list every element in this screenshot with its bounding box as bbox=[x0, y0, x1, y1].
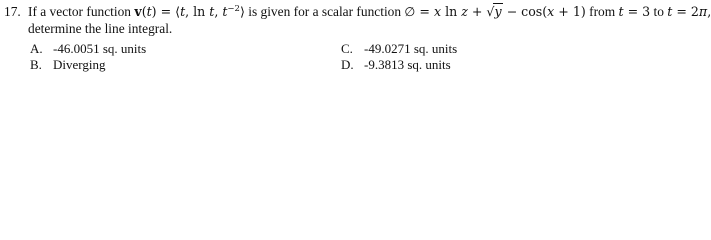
lower-limit-formula: t = 3 bbox=[618, 4, 651, 19]
option-a-text: -46.0051 sq. units bbox=[53, 41, 147, 56]
option-c[interactable] bbox=[341, 41, 457, 57]
option-d[interactable] bbox=[341, 57, 451, 73]
question-number: 17. bbox=[4, 4, 21, 19]
option-d-text: -9.3813 sq. units bbox=[364, 57, 451, 72]
question-mid-text: is given for a scalar function bbox=[248, 4, 402, 19]
upper-limit-formula: t = 2π, bbox=[667, 4, 711, 19]
option-b-text: Diverging bbox=[53, 57, 106, 72]
option-b[interactable] bbox=[30, 57, 105, 73]
option-d-letter: D. bbox=[341, 57, 354, 72]
to-text: to bbox=[653, 4, 664, 19]
option-c-letter: C. bbox=[341, 41, 353, 56]
option-a-letter: A. bbox=[30, 41, 43, 56]
from-text: from bbox=[589, 4, 616, 19]
question-block bbox=[4, 3, 711, 36]
option-b-letter: B. bbox=[30, 57, 42, 72]
option-a[interactable] bbox=[30, 41, 146, 57]
question-line-2: determine the line integral. bbox=[28, 21, 173, 36]
option-c-text: -49.0271 sq. units bbox=[364, 41, 458, 56]
question-intro: If a vector function bbox=[28, 4, 131, 19]
question-line-1 bbox=[4, 3, 711, 21]
vector-function-formula: v(t) = ⟨t, ln t, $t^{-2}⟩$ bbox=[134, 4, 245, 19]
scalar-function-formula: ∅ = x ln z + √y − cos(x + 1) bbox=[404, 4, 586, 19]
